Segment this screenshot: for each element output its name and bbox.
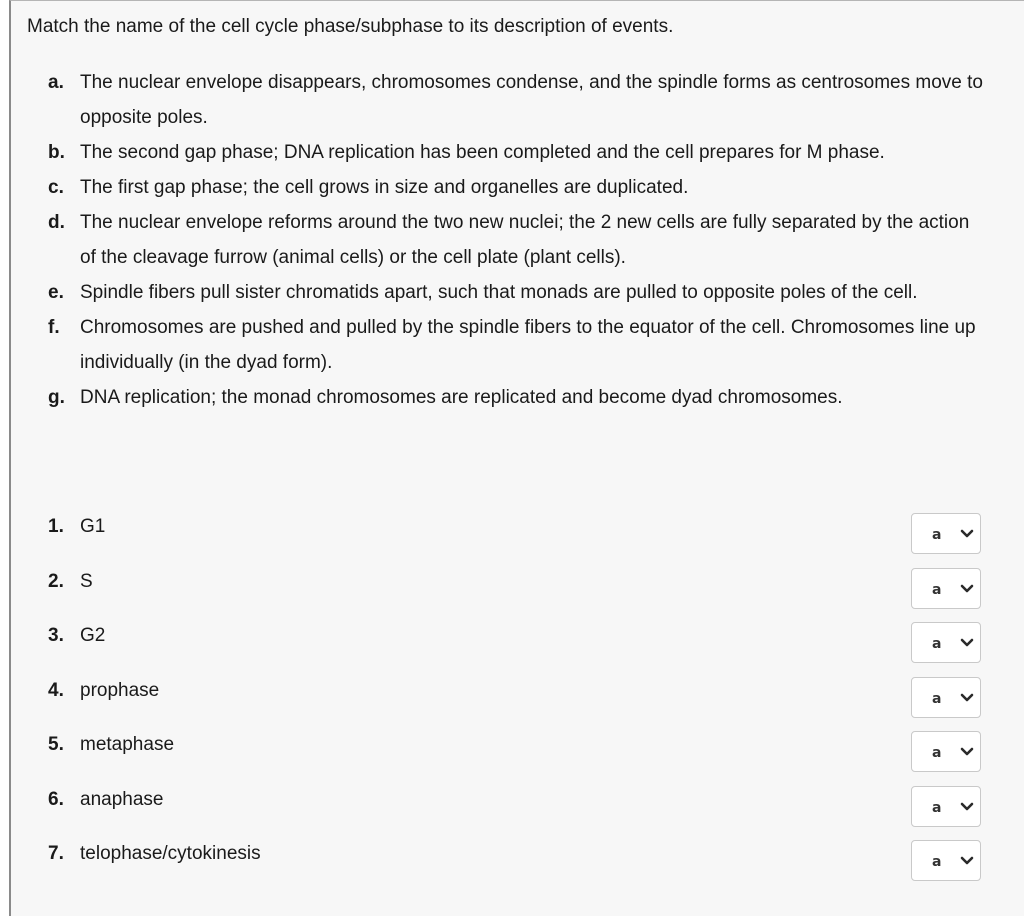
description-text: The nuclear envelope disappears, chromosomes condense, and the spindle forms as centrosomes move to opposite poles.	[80, 72, 983, 128]
chevron-down-icon	[960, 802, 974, 812]
chevron-down-icon	[960, 584, 974, 594]
phase-name: metaphase	[80, 734, 175, 755]
selected-value: a	[932, 527, 942, 543]
answer-select-3[interactable]	[911, 622, 981, 663]
selected-value: a	[932, 745, 942, 761]
description-item-g	[48, 380, 988, 415]
phase-name: anaphase	[80, 788, 164, 810]
description-letter: a.	[48, 72, 64, 93]
match-number: 5.	[48, 734, 64, 755]
phase-name: G1	[80, 516, 106, 537]
match-row-3	[48, 620, 988, 675]
answer-select-7[interactable]	[911, 840, 981, 881]
answer-select-4[interactable]	[911, 677, 981, 718]
selected-value: a	[932, 636, 942, 652]
description-text: DNA replication; the monad chromosomes are replicated and become dyad chromosomes.	[80, 387, 843, 408]
phase-name: telophase/cytokinesis	[80, 843, 261, 864]
phase-name: G2	[80, 625, 106, 646]
match-number: 1.	[48, 516, 64, 537]
phase-name: S	[80, 570, 93, 592]
phase-name: prophase	[80, 679, 160, 701]
description-letter: c.	[48, 177, 64, 198]
selected-value: a	[932, 581, 942, 598]
description-item-c	[48, 170, 988, 205]
match-list	[48, 511, 988, 893]
match-row-5	[48, 729, 988, 784]
description-letter: b.	[48, 142, 65, 163]
selected-value: a	[932, 854, 942, 870]
description-text: The first gap phase; the cell grows in size and organelles are duplicated.	[80, 177, 689, 198]
match-row-4	[48, 675, 988, 730]
description-item-d	[48, 205, 988, 275]
answer-select-2[interactable]	[911, 568, 981, 609]
description-item-e	[48, 275, 988, 310]
description-letter: f.	[48, 317, 60, 338]
question-prompt: Match the name of the cell cycle phase/subphase to its description of events.	[27, 16, 674, 37]
chevron-down-icon	[960, 529, 974, 539]
chevron-down-icon	[960, 638, 974, 648]
description-item-a	[48, 65, 988, 135]
description-letter: d.	[48, 212, 65, 233]
selected-value: a	[932, 799, 942, 816]
chevron-down-icon	[960, 747, 974, 757]
answer-select-6[interactable]	[911, 786, 981, 827]
answer-select-1[interactable]	[911, 513, 981, 554]
answer-select-5[interactable]	[911, 731, 981, 772]
chevron-down-icon	[960, 693, 974, 703]
description-text: The second gap phase; DNA replication has been completed and the cell prepares for M phase.	[80, 142, 885, 163]
description-item-b	[48, 135, 988, 170]
match-number: 4.	[48, 679, 64, 701]
match-number: 2.	[48, 570, 64, 592]
match-row-6	[48, 784, 988, 839]
question-card	[9, 0, 1024, 916]
match-row-2	[48, 566, 988, 621]
description-text: Chromosomes are pushed and pulled by the spindle fibers to the equator of the cell. Chromosomes line up individually (in the dyad form).	[80, 317, 976, 373]
match-number: 3.	[48, 625, 64, 646]
match-number: 7.	[48, 843, 64, 864]
description-text: The nuclear envelope reforms around the two new nuclei; the 2 new cells are fully separated by the action of the cleavage furrow (animal cells) or the cell plate (plant cells).	[80, 212, 970, 268]
match-number: 6.	[48, 788, 64, 810]
description-letter: e.	[48, 282, 64, 303]
description-text: Spindle fibers pull sister chromatids apart, such that monads are pulled to opposite poles of the cell.	[80, 282, 918, 303]
selected-value: a	[932, 690, 942, 707]
chevron-down-icon	[960, 856, 974, 866]
match-row-1	[48, 511, 988, 566]
match-row-7	[48, 838, 988, 893]
description-list	[48, 65, 988, 415]
description-item-f	[48, 310, 988, 380]
description-letter: g.	[48, 387, 65, 408]
